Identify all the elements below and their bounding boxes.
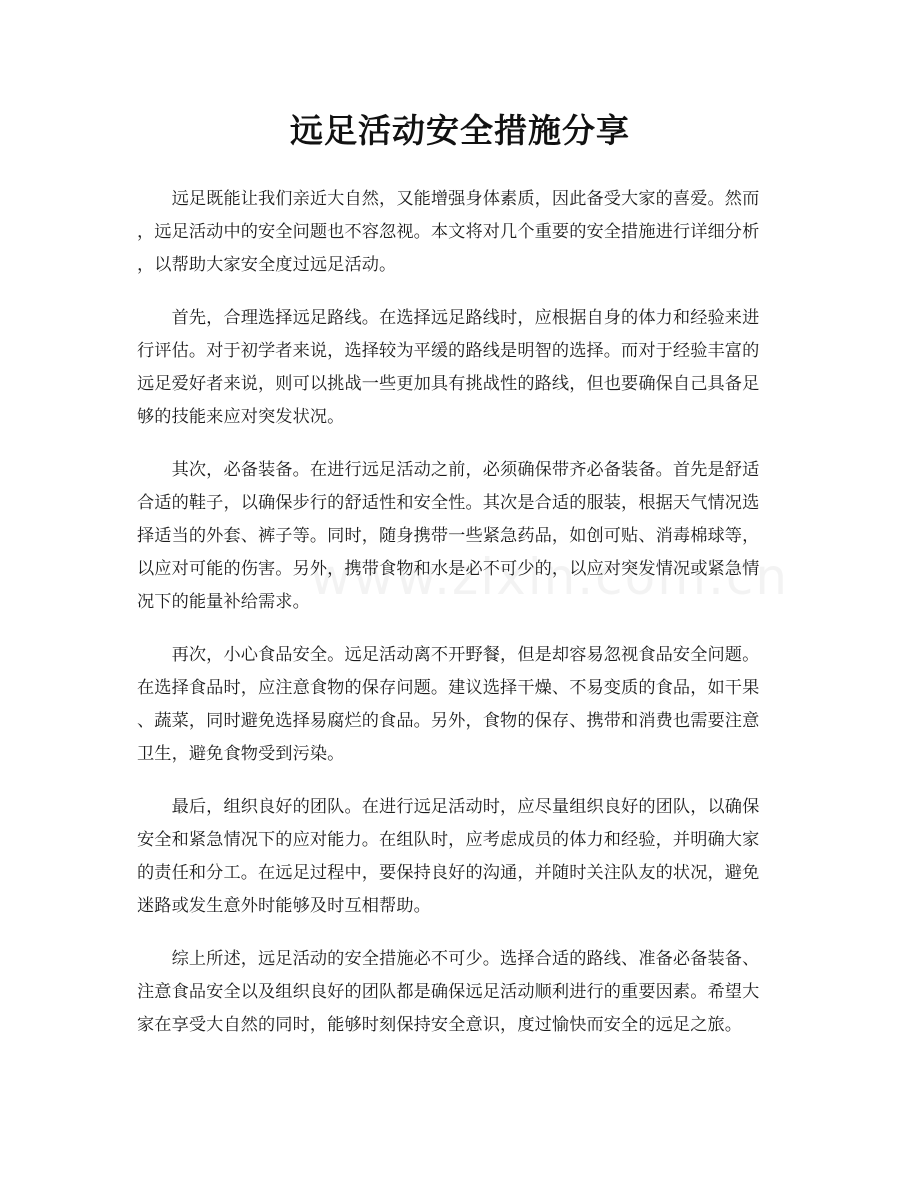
text-line: 择适当的外套、裤子等。同时，随身携带一些紧急药品，如创可贴、消毒棉球等， bbox=[137, 526, 760, 546]
text-line: 再次，小心食品安全。远足活动离不开野餐，但是却容易忽视食品安全问题。 bbox=[137, 645, 760, 665]
text-line: 安全和紧急情况下的应对能力。在组队时，应考虑成员的体力和经验，并明确大家 bbox=[137, 830, 760, 850]
text-line: 行评估。对于初学者来说，选择较为平缓的路线是明智的选择。而对于经验丰富的 bbox=[137, 341, 760, 361]
text-line: ，以帮助大家安全度过远足活动。 bbox=[137, 255, 397, 275]
document-body bbox=[137, 183, 787, 1062]
paragraph-equipment bbox=[137, 454, 787, 619]
text-line: 卫生，避免食物受到污染。 bbox=[137, 744, 345, 764]
text-line: 综上所述，远足活动的安全措施必不可少。选择合适的路线、准备必备装备、 bbox=[137, 949, 760, 969]
text-line: 合适的鞋子，以确保步行的舒适性和安全性。其次是合适的服装，根据天气情况选 bbox=[137, 493, 760, 513]
text-line: 的责任和分工。在远足过程中，要保持良好的沟通，并随时关注队友的状况，避免 bbox=[137, 863, 760, 883]
text-line: 以应对可能的伤害。另外，携带食物和水是必不可少的，以应对突发情况或紧急情 bbox=[137, 559, 760, 579]
text-line: 首先，合理选择远足路线。在选择远足路线时，应根据自身的体力和经验来进 bbox=[137, 308, 760, 328]
text-line: 在选择食品时，应注意食物的保存问题。建议选择干燥、不易变质的食品，如干果 bbox=[137, 678, 760, 698]
text-line: 况下的能量补给需求。 bbox=[137, 592, 310, 612]
document-title: 远足活动安全措施分享 bbox=[290, 111, 630, 150]
text-line: 迷路或发生意外时能够及时互相帮助。 bbox=[137, 896, 431, 916]
text-line: 注意食品安全以及组织良好的团队都是确保远足活动顺利进行的重要因素。希望大 bbox=[137, 982, 760, 1002]
paragraph-conclusion bbox=[137, 943, 787, 1042]
text-line: 最后，组织良好的团队。在进行远足活动时，应尽量组织良好的团队，以确保 bbox=[137, 797, 760, 817]
paragraph-route bbox=[137, 302, 787, 434]
text-line: 远足既能让我们亲近大自然，又能增强身体素质，因此备受大家的喜爱。然而 bbox=[137, 189, 760, 209]
text-line: 家在享受大自然的同时，能够时刻保持安全意识，度过愉快而安全的远足之旅。 bbox=[137, 1015, 743, 1035]
text-line: 其次，必备装备。在进行远足活动之前，必须确保带齐必备装备。首先是舒适 bbox=[137, 460, 760, 480]
text-line: 远足爱好者来说，则可以挑战一些更加具有挑战性的路线，但也要确保自己具备足 bbox=[137, 374, 760, 394]
paragraph-food-safety bbox=[137, 639, 787, 771]
paragraph-team bbox=[137, 791, 787, 923]
text-line: 、蔬菜，同时避免选择易腐烂的食品。另外，食物的保存、携带和消费也需要注意 bbox=[137, 711, 760, 731]
text-line: ，远足活动中的安全问题也不容忽视。本文将对几个重要的安全措施进行详细分析 bbox=[137, 222, 760, 242]
text-line: 够的技能来应对突发状况。 bbox=[137, 407, 345, 427]
paragraph-intro bbox=[137, 183, 787, 282]
